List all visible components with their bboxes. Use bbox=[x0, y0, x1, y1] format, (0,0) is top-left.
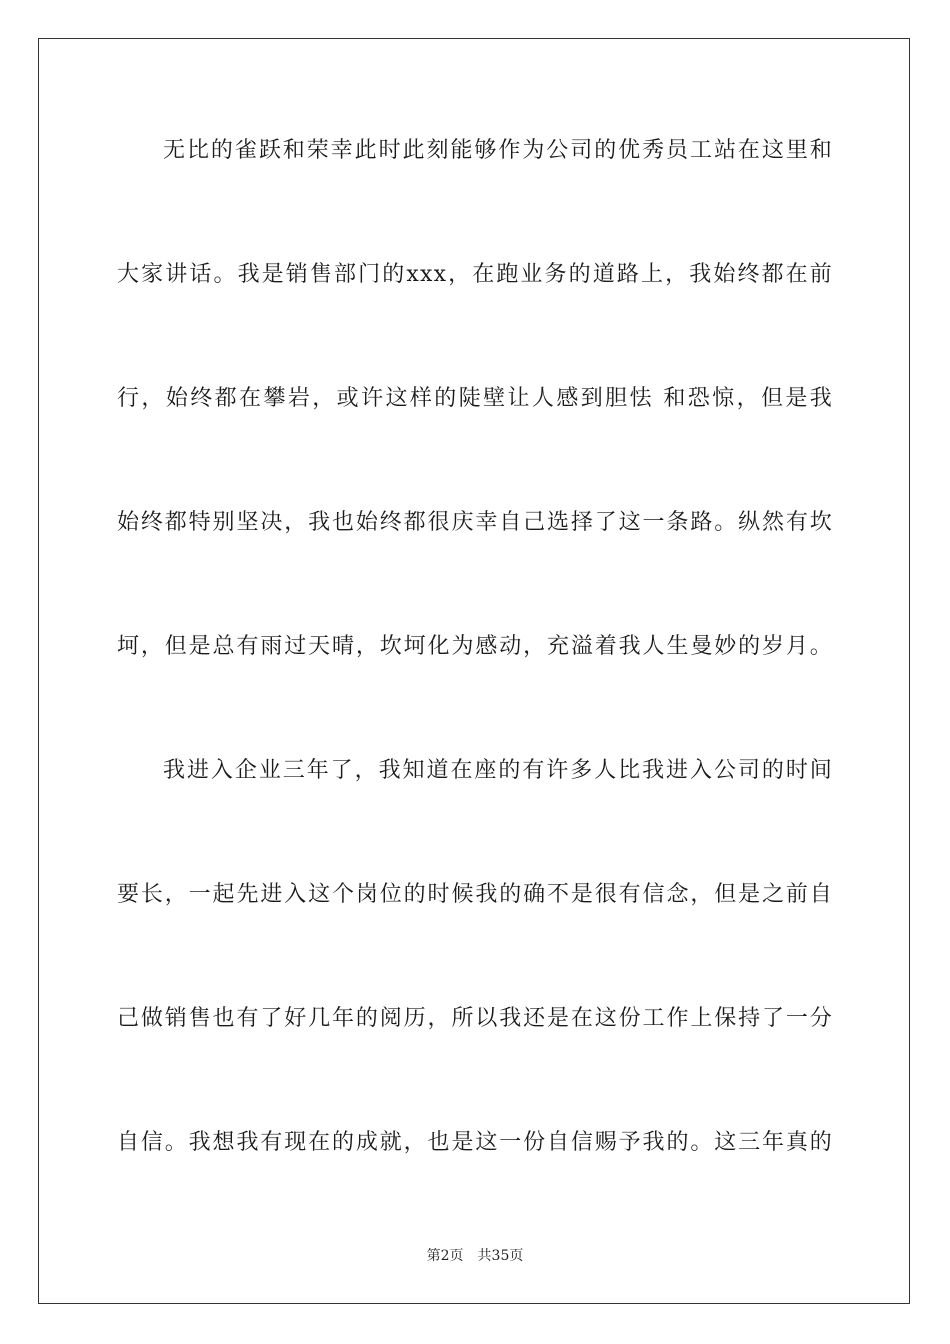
page-total: 共35页 bbox=[477, 1248, 524, 1264]
text-line: 始终都特别坚决，我也始终都很庆幸自己选择了这一条路。纵然有坎 bbox=[117, 510, 833, 535]
text-line: 大家讲话。我是销售部门的xxx，在跑业务的道路上，我始终都在前 bbox=[117, 262, 833, 287]
page-number: 第2页 bbox=[426, 1248, 464, 1264]
text-line: 己做销售也有了好几年的阅历，所以我还是在这份工作上保持了一分 bbox=[117, 1006, 833, 1031]
text-line: 无比的雀跃和荣幸此时此刻能够作为公司的优秀员工站在这里和 bbox=[163, 138, 833, 163]
text-line: 要长，一起先进入这个岗位的时候我的确不是很有信念，但是之前自 bbox=[117, 882, 833, 907]
page-border bbox=[38, 38, 910, 1304]
text-line: 我进入企业三年了，我知道在座的有许多人比我进入公司的时间 bbox=[163, 758, 833, 783]
page-footer bbox=[0, 1247, 950, 1265]
text-line: 自信。我想我有现在的成就，也是这一份自信赐予我的。这三年真的 bbox=[117, 1130, 833, 1155]
text-line: 行，始终都在攀岩，或许这样的陡壁让人感到胆怯 和恐惊，但是我 bbox=[117, 386, 833, 411]
text-line: 坷，但是总有雨过天晴，坎坷化为感动，充溢着我人生曼妙的岁月。 bbox=[117, 634, 833, 659]
